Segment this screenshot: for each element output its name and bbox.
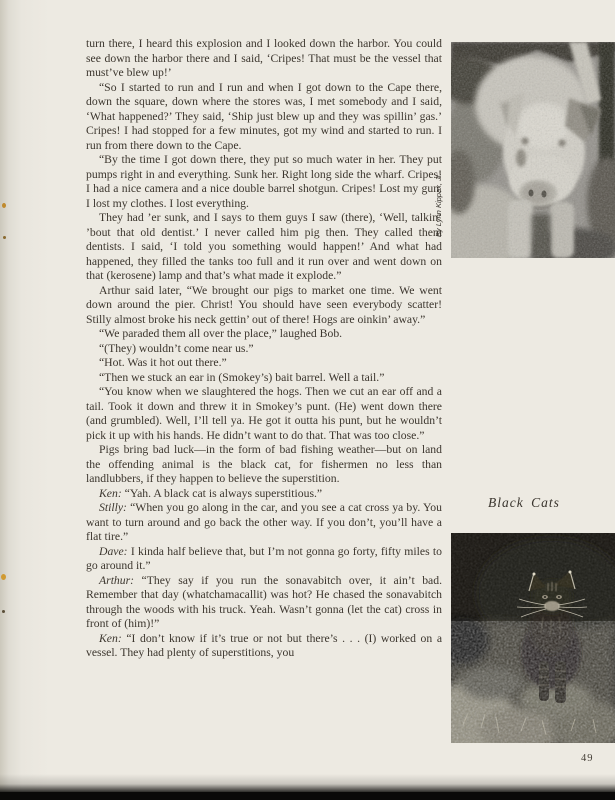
paragraph: Arthur: “They say if you run the sonavabitch over, it ain’t bad. Remember that day (whatchamacallit) was hot? He chased the sonavabitch through the woods with his truck. Yeah. Wasn’t gonna (let the cat) cross in front of (him)!” <box>86 573 442 630</box>
paper-speck <box>1 574 6 580</box>
photo-credit: By Lynn Kippax, Jr. <box>434 172 443 238</box>
paragraph: “Then we stuck an ear in (Smokey’s) bait barrel. Well a tail.” <box>99 370 385 384</box>
paragraph: Arthur said later, “We brought our pigs to market one time. We went down around the pier. Christ! You should have seen everybody scatter! Stilly almost broke his neck gettin’ out of there! Hogs are oinkin’ away.” <box>86 283 442 326</box>
paper-speck <box>3 236 6 239</box>
paragraph: “By the time I got down there, they put so much water in her. They put pumps right in and everything. Sunk her. Right long side the wharf. Cripes! I had a nice camera and a nice double barrel shotgun. Cripes! Lost my gun. I lost my clothes. I lost everything. <box>86 153 442 210</box>
paragraph: “So I started to run and I run and when I got down to the Cape there, down the square, down where the stores was, I met somebody and I said, ‘What happened?’ They said, ‘Ship just blew up and they was spillin’ gas.’ Cripes! I had stopped for a few minutes, got my wind and started to run. I run from there down to the Cape. <box>86 80 442 152</box>
paragraph: “We paraded them all over the place,” laughed Bob. <box>99 327 343 340</box>
speaker-name: Stilly: <box>99 501 131 514</box>
section-caption: Black Cats <box>488 495 560 510</box>
paragraph: Ken: “Yah. A black cat is always superstitious.” <box>99 486 323 500</box>
speaker-name: Dave: <box>99 544 131 558</box>
paragraph: Stilly: “When you go along in the car, and you see a cat cross ya by. You want to turn around and go back the other way. If you don’t, you’ll have a flat tire.” <box>86 501 442 543</box>
paragraph: “(They) wouldn’t come near us.” <box>99 341 254 355</box>
page-number: 49 <box>581 753 594 764</box>
paragraph: “You know when we slaughtered the hogs. Then we cut an ear off and a tail. Took it down and threw it in Smokey’s punt. (He) went down there (and grumbled). Well, I’ll tell ya. He got it outta his punt, but he wouldn’t pick it up with his hands. He didn’t want to do that. That was too close.” <box>86 385 442 442</box>
paper-speck <box>2 610 5 613</box>
speaker-name: Ken: <box>99 631 127 645</box>
page-bottom-shadow <box>0 774 615 792</box>
paragraph: Ken: “I don’t know if it’s true or not but there’s . . . (I) worked on a vessel. They had plenty of superstitions, you <box>86 631 442 659</box>
black-cat-photo <box>451 533 615 743</box>
speaker-name: Arthur: <box>99 573 142 587</box>
paragraph: They had ’er sunk, and I says to them guys I saw (there), ‘Well, talkin’ ’bout that old dentist.’ I never called him pig then. They called them dentists. I said, ‘I told you something would happen!’ And what had happened, they filled the tanks too full and it run over and went down on that (kerosene) lamp and that’s what made it explode.” <box>86 211 442 282</box>
article-text <box>86 37 442 755</box>
paragraph: “Hot. Was it hot out there.” <box>99 356 227 369</box>
speaker-name: Ken: <box>99 486 125 500</box>
paragraph: Dave: I kinda half believe that, but I’m not gonna go forty, fifty miles to go around it.” <box>86 544 442 572</box>
pig-photo <box>451 42 615 258</box>
paper-speck <box>2 203 6 208</box>
paragraph: Pigs bring bad luck—in the form of bad fishing weather—but on land the offending animal is the black cat, for fishermen no less than landlubbers, if they happen to believe the superstition. <box>86 443 442 485</box>
paragraph: turn there, I heard this explosion and I looked down the harbor. You could see down the harbor there and I said, ‘Cripes! That must be the vessel that must’ve blew up!’ <box>86 37 442 79</box>
